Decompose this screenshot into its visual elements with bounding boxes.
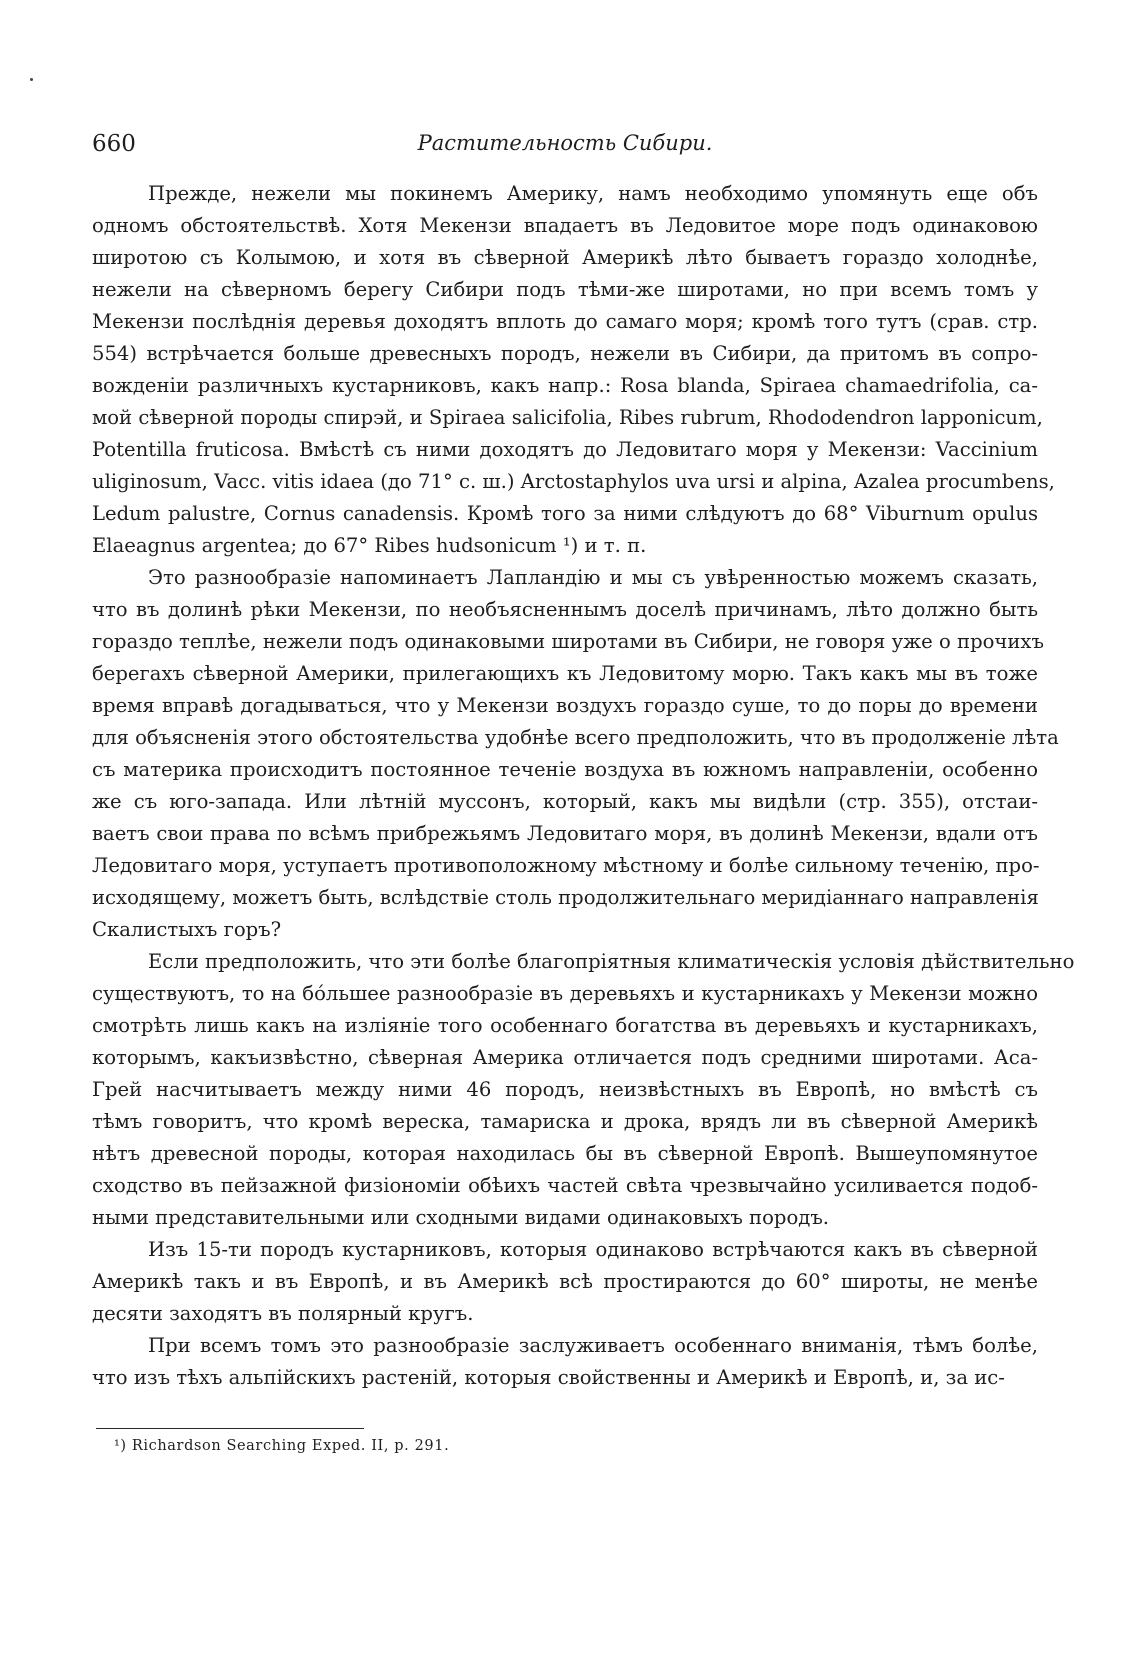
margin-speck	[30, 78, 33, 81]
text-line: съ материка происходитъ постоянное теченіе воздуха въ южномъ направленіи, особенно	[92, 758, 1038, 781]
text-line: время вправѣ догадываться, что у Мекензи воздухъ гораздо суше, то до поры до времени	[92, 694, 1038, 717]
footnote: ¹) Richardson Searching Exped. II, p. 291.	[114, 1438, 450, 1454]
text-line: нежели на сѣверномъ берегу Сибири подъ тѣми-же широтами, но при всемъ томъ у	[92, 278, 1038, 301]
page-header	[92, 131, 1038, 171]
text-line: что изъ тѣхъ альпійскихъ растеній, которыя свойственны и Америкѣ и Европѣ, и, за ис-	[92, 1366, 1005, 1389]
text-line: 554) встрѣчается больше древесныхъ породъ, нежели въ Сибири, да притомъ въ сопро-	[92, 342, 1038, 365]
text-line: Прежде, нежели мы покинемъ Америку, намъ необходимо упомянуть еще объ	[148, 182, 1038, 205]
text-line: Америкѣ такъ и въ Европѣ, и въ Америкѣ всѣ простираются до 60° широты, не менѣе	[92, 1270, 1038, 1293]
text-line: Грей насчитываетъ между ними 46 породъ, неизвѣстныхъ въ Европѣ, но вмѣстѣ съ	[92, 1078, 1038, 1101]
text-line: При всемъ томъ это разнообразіе заслуживаетъ особеннаго вниманія, тѣмъ болѣе,	[148, 1334, 1038, 1357]
text-line: мой сѣверной породы спирэй, и Spiraea salicifolia, Ribes rubrum, Rhododendron lapponicum,	[92, 406, 1043, 429]
text-line: ными представительными или сходными видами одинаковыхъ породъ.	[92, 1206, 830, 1229]
footnote-rule	[96, 1428, 364, 1429]
text-line: существуютъ, то на бо́льшее разнообразіе въ деревьяхъ и кустарникахъ у Мекензи можно	[92, 982, 1038, 1005]
text-line: сходство въ пейзажной физіономіи обѣихъ частей свѣта чрезвычайно усиливается подоб-	[92, 1174, 1038, 1197]
paragraph	[92, 178, 1055, 562]
text-line: Ledum palustre, Cornus canadensis. Кромѣ того за ними слѣдуютъ до 68° Viburnum opulus	[92, 502, 1038, 525]
text-line: Potentilla fruticosa. Вмѣстѣ съ ними доходятъ до Ледовитаго моря у Мекензи: Vaccinium	[92, 438, 1038, 461]
text-line: одномъ обстоятельствѣ. Хотя Мекензи впадаетъ въ Ледовитое море подъ одинаковою	[92, 214, 1038, 237]
paragraph	[92, 946, 1075, 1234]
text-line: Мекензи послѣднія деревья доходятъ вплоть до самаго моря; кромѣ того тутъ (срав. стр.	[92, 310, 1038, 333]
text-line: Elaeagnus argentea; до 67° Ribes hudsonicum ¹) и т. п.	[92, 534, 647, 557]
text-line: смотрѣть лишь какъ на изліяніе того особеннаго богатства въ деревьяхъ и кустарникахъ,	[92, 1014, 1038, 1037]
text-line: десяти заходятъ въ полярный кругъ.	[92, 1302, 474, 1325]
text-line: Если предположить, что эти болѣе благопріятныя климатическія условія дѣйствительно	[148, 950, 1075, 973]
text-line: исходящему, можетъ быть, вслѣдствіе столь продолжительнаго меридіаннаго направленія	[92, 886, 1039, 909]
text-line: Это разнообразіе напоминаетъ Лапландію и мы съ увѣренностью можемъ сказать,	[148, 566, 1038, 589]
text-line: что въ долинѣ рѣки Мекензи, по необъясненнымъ доселѣ причинамъ, лѣто должно быть	[92, 598, 1038, 621]
text-line: берегахъ сѣверной Америки, прилегающихъ къ Ледовитому морю. Такъ какъ мы въ тоже	[92, 662, 1038, 685]
text-line: тѣмъ говоритъ, что кромѣ вереска, тамариска и дрока, врядъ ли въ сѣверной Америкѣ	[92, 1110, 1038, 1133]
paragraph	[92, 562, 1059, 946]
text-line: uliginosum, Vacc. vitis idaea (до 71° с. ш.) Arctostaphylos uva ursi и alpina, Azalea procumbens,	[92, 470, 1055, 493]
text-line: же съ юго-запада. Или лѣтній муссонъ, который, какъ мы видѣли (стр. 355), отстаи-	[92, 790, 1038, 813]
text-line: гораздо теплѣе, нежели подъ одинаковыми широтами въ Сибири, не говоря уже о прочихъ	[92, 630, 1044, 653]
text-line: вожденіи различныхъ кустарниковъ, какъ напр.: Rosa blanda, Spiraea chamaedrifolia, са-	[92, 374, 1038, 397]
text-line: которымъ, какъизвѣстно, сѣверная Америка отличается подъ средними широтами. Аса-	[92, 1046, 1038, 1069]
running-title: Растительность Сибири.	[417, 131, 713, 155]
text-line: ваетъ свои права по всѣмъ прибрежьямъ Ледовитаго моря, въ долинѣ Мекензи, вдали отъ	[92, 822, 1038, 845]
body-text	[92, 178, 1075, 1394]
text-line: Ледовитаго моря, уступаетъ противоположному мѣстному и болѣе сильному теченію, про-	[92, 854, 1040, 877]
paragraph	[92, 1330, 1038, 1394]
text-line: Изъ 15-ти породъ кустарниковъ, которыя одинаково встрѣчаются какъ въ сѣверной	[148, 1238, 1038, 1261]
page-number: 660	[92, 131, 136, 157]
text-line: широтою съ Колымою, и хотя въ сѣверной Америкѣ лѣто бываетъ гораздо холоднѣе,	[92, 246, 1038, 269]
text-line: для объясненія этого обстоятельства удобнѣе всего предположить, что въ продолженіе лѣта	[92, 726, 1059, 749]
text-line: Скалистыхъ горъ?	[92, 918, 282, 941]
text-line: нѣтъ древесной породы, которая находилась бы въ сѣверной Европѣ. Вышеупомянутое	[92, 1142, 1038, 1165]
paragraph	[92, 1234, 1038, 1330]
